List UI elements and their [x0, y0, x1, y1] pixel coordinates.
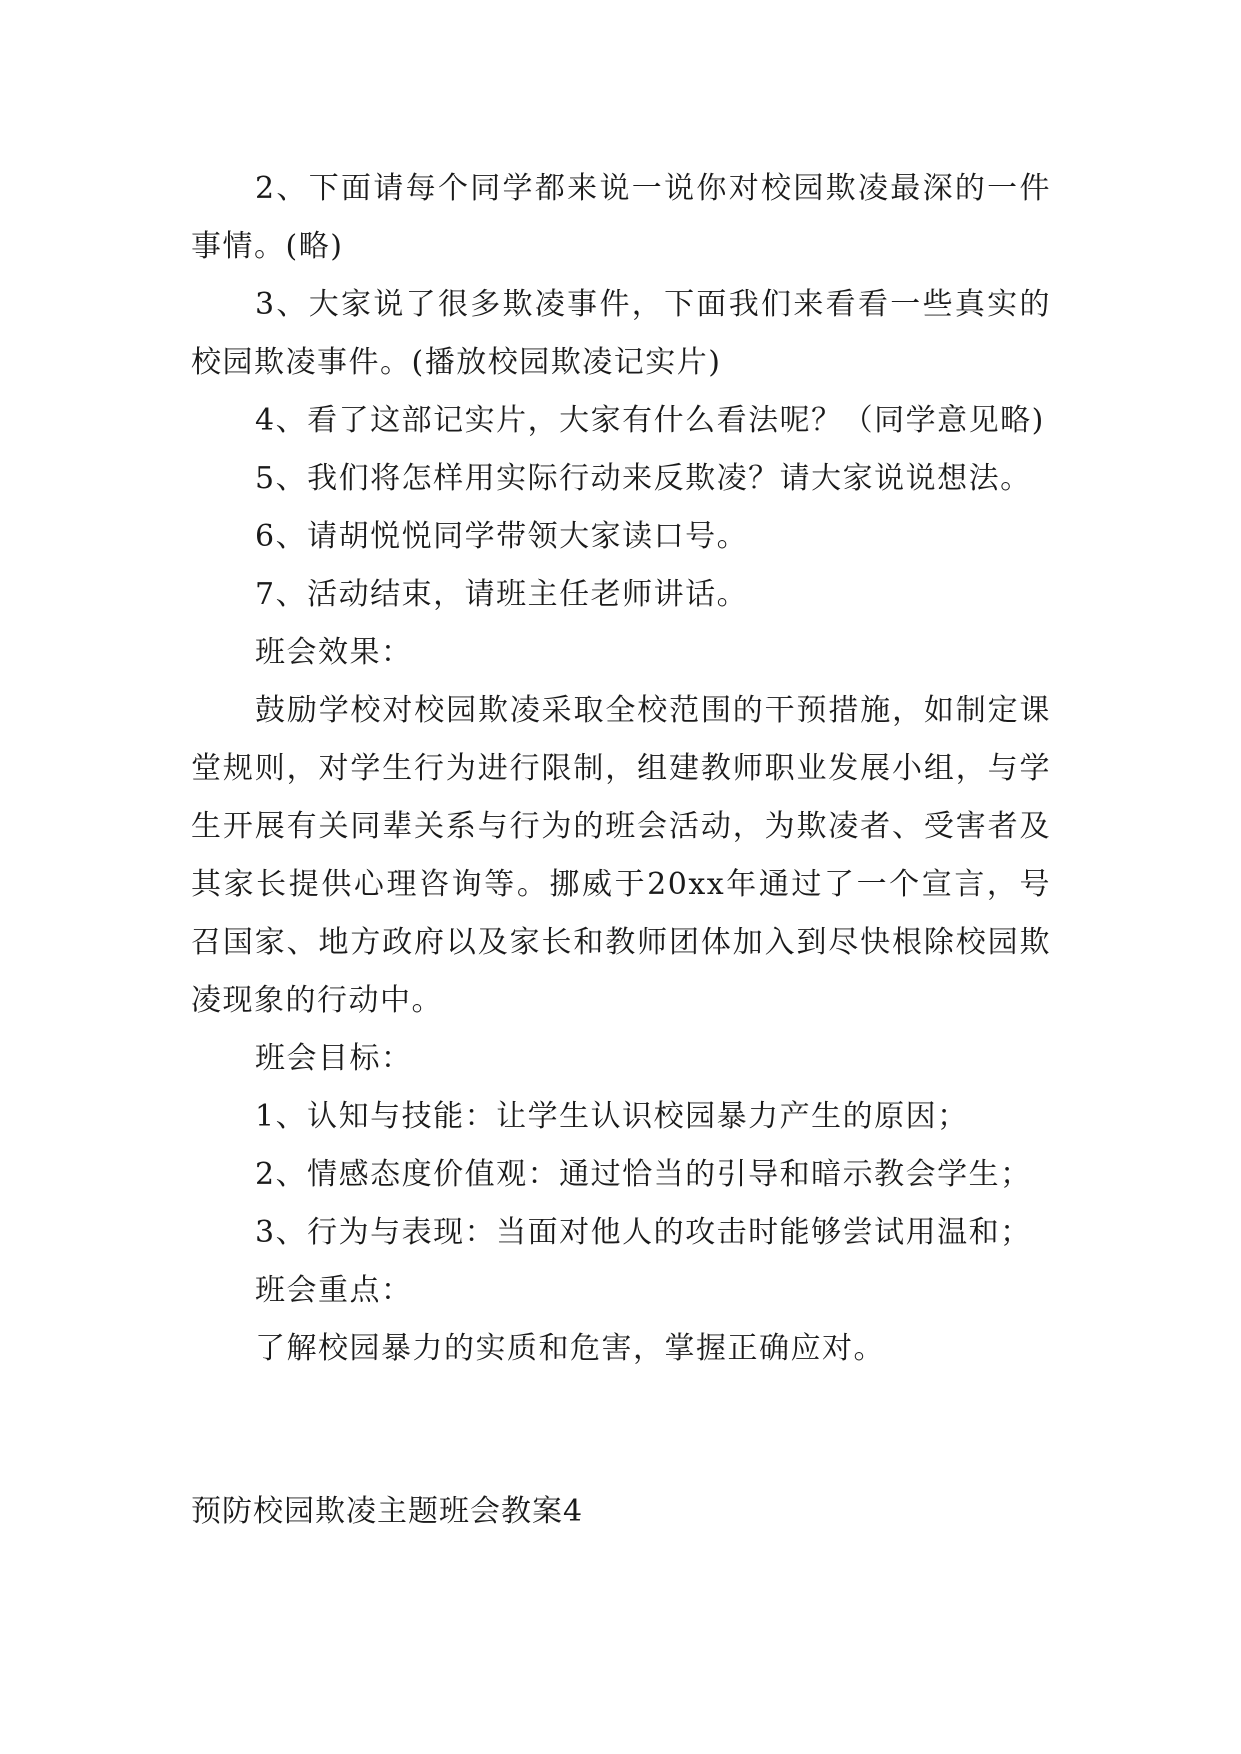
heading-meeting-goals: 班会目标：: [255, 1041, 413, 1076]
paragraph-step-4: 4、看了这部记实片，大家有什么看法呢？（同学意见略): [255, 403, 1045, 438]
paragraph-step-6: 6、请胡悦悦同学带领大家读口号。: [255, 519, 749, 554]
paragraph-meeting-focus: 了解校园暴力的实质和危害，掌握正确应对。: [255, 1331, 885, 1366]
paragraph-step-5: 5、我们将怎样用实际行动来反欺凌？请大家说说想法。: [255, 461, 1032, 496]
goal-item-1: 1、认知与技能：让学生认识校园暴力产生的原因；: [255, 1099, 969, 1134]
goal-item-3: 3、行为与表现：当面对他人的攻击时能够尝试用温和；: [255, 1215, 1032, 1250]
section-title: 预防校园欺凌主题班会教案4: [191, 1494, 584, 1529]
heading-meeting-focus: 班会重点：: [255, 1273, 413, 1308]
heading-meeting-effect: 班会效果：: [255, 635, 413, 670]
paragraph-meeting-effect: 鼓励学校对校园欺凌采取全校范围的干预措施，如制定课堂规则，对学生行为进行限制，组建教师职业发展小组，与学生开展有关同辈关系与行为的班会活动，为欺凌者、受害者及其家长提供心理咨询等。挪威于20xx年通过了一个宣言，号召国家、地方政府以及家长和教师团体加入到尽快根除校园欺凌现象的行动中。: [191, 693, 1051, 1018]
document-body: [191, 160, 1051, 1378]
paragraph-step-2: 2、下面请每个同学都来说一说你对校园欺凌最深的一件事情。(略): [191, 171, 1051, 264]
paragraph-step-7: 7、活动结束，请班主任老师讲话。: [255, 577, 749, 612]
goal-item-2: 2、情感态度价值观：通过恰当的引导和暗示教会学生；: [255, 1157, 1032, 1192]
paragraph-step-3: 3、大家说了很多欺凌事件，下面我们来看看一些真实的校园欺凌事件。(播放校园欺凌记实片): [191, 287, 1051, 380]
